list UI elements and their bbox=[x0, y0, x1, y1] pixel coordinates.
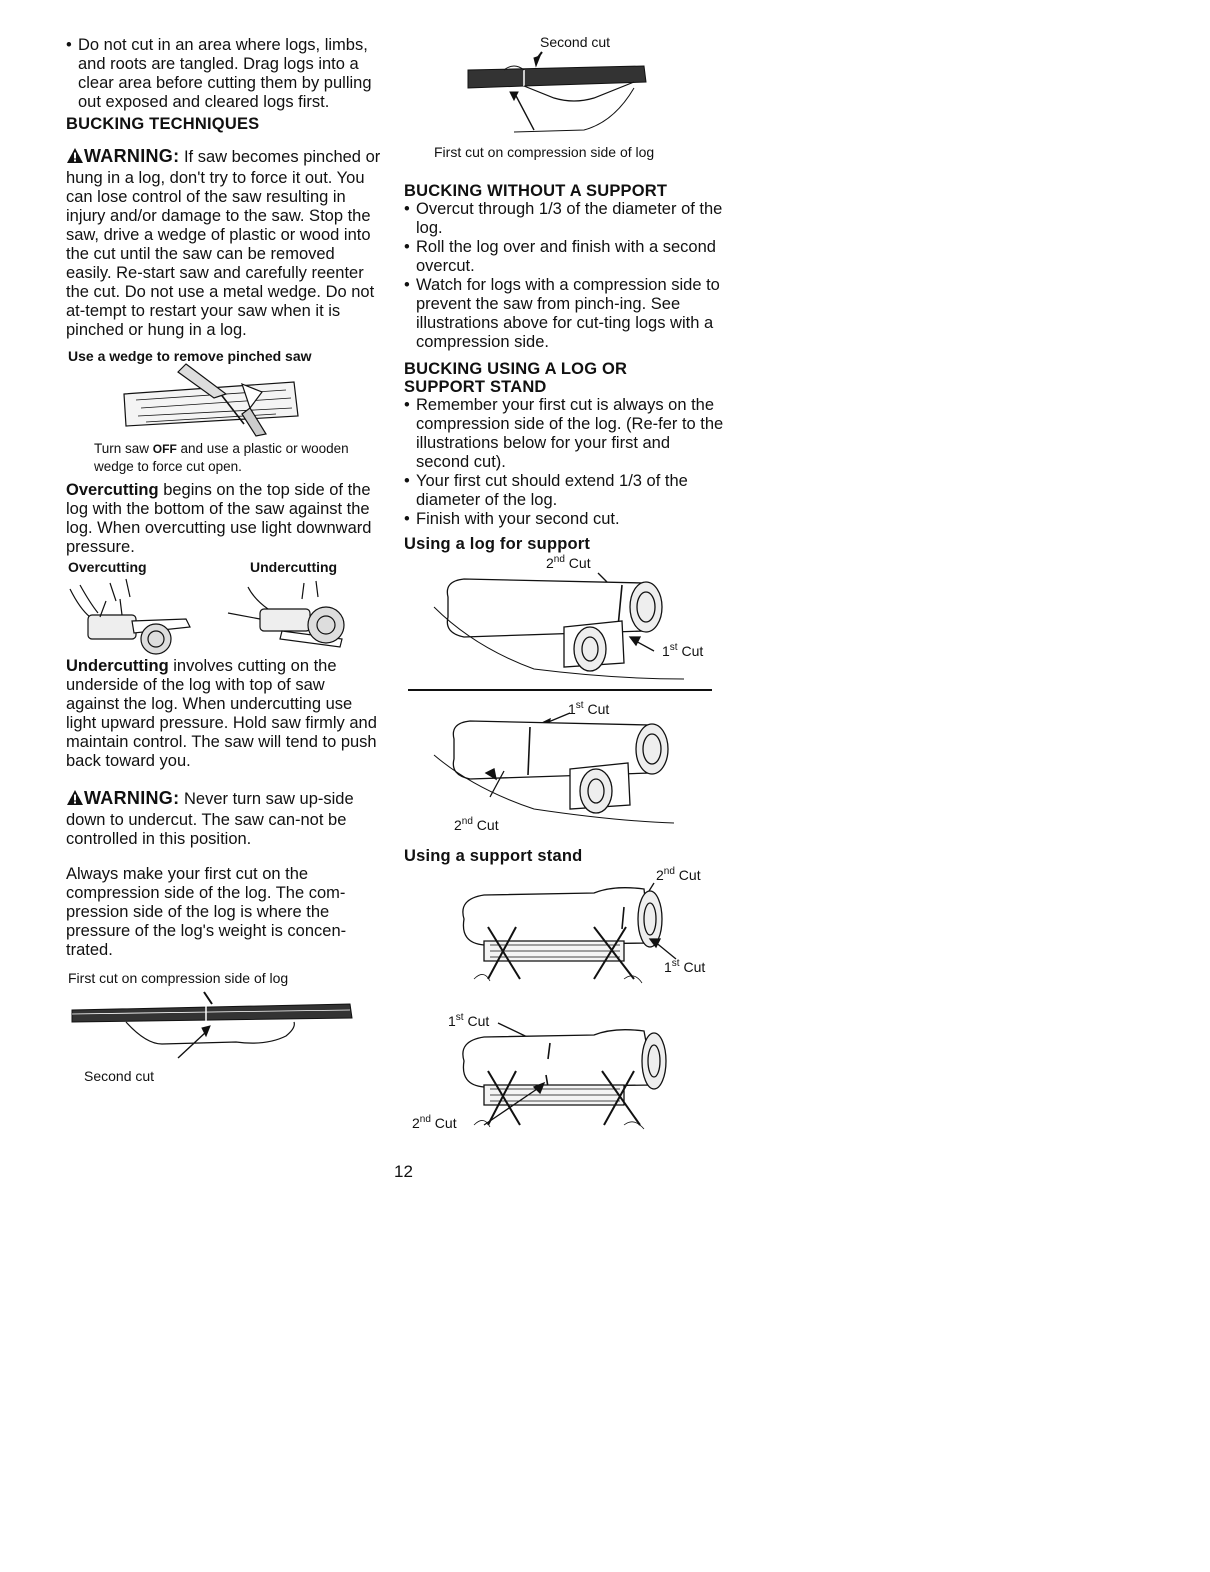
fig-first-cut-caption: First cut on compression side of log bbox=[434, 144, 655, 160]
cut-label-1st bbox=[664, 959, 705, 975]
cut-ord-sup: st bbox=[455, 1012, 464, 1023]
cut-label-2nd bbox=[412, 1115, 457, 1131]
heading-using-support-1: BUCKING USING A LOG OR bbox=[404, 360, 628, 378]
log-support-title: Using a log for support bbox=[404, 535, 591, 553]
compression-figure-left bbox=[66, 970, 382, 1094]
compression-figure-right bbox=[404, 34, 724, 176]
cut-ord: 1 bbox=[568, 701, 576, 717]
fig-second-cut-caption: Second cut bbox=[540, 34, 611, 50]
cut-ord-sup: nd bbox=[663, 866, 675, 877]
heading-using-support-2: SUPPORT STAND bbox=[404, 378, 547, 396]
compression-paragraph: Always make your first cut on the compression side of the log. The com-pression side of the log is where the pressure of the log's weight is concen-trated. bbox=[66, 865, 347, 959]
cutting-figure bbox=[66, 557, 382, 657]
right-column bbox=[404, 34, 724, 1165]
log-support-illustration-bottom bbox=[414, 709, 714, 829]
cut-ord: 2 bbox=[656, 867, 664, 883]
cut-word: Cut bbox=[472, 817, 499, 833]
log-support-figure bbox=[404, 553, 724, 843]
cut-word: Cut bbox=[679, 959, 706, 975]
divider-rule bbox=[408, 689, 712, 691]
undercutting-paragraph bbox=[66, 657, 382, 771]
log-support-illustration-top bbox=[414, 567, 714, 687]
list-item: • Finish with your second cut. bbox=[404, 510, 724, 529]
undercutting-text: involves cutting on the underside of the log with top of saw against the log. When undercutting use light upward pressure. Hold saw firmly and maintain control. The saw will tend to push back toward you. bbox=[66, 657, 377, 770]
list-item: • Overcut through 1/3 of the diameter of the log. bbox=[404, 200, 724, 238]
fig-first-cut-caption: First cut on compression side of log bbox=[68, 970, 289, 986]
undercutting-illustration bbox=[224, 579, 364, 659]
cut-ord-sup: st bbox=[575, 700, 584, 711]
warning-text: Never turn saw up-side down to undercut. The saw can-not be controlled in this position. bbox=[66, 790, 354, 848]
undercutting-term: Undercutting bbox=[66, 657, 169, 675]
cut-word: Cut bbox=[677, 643, 704, 659]
cut-label-1st bbox=[662, 643, 703, 659]
support-stand-illustration-bottom bbox=[444, 1021, 744, 1151]
cut-ord: 1 bbox=[664, 959, 672, 975]
cut-word: Cut bbox=[430, 1115, 457, 1131]
list-item: • Watch for logs with a compression side to prevent the saw from pinch-ing. See illustrations above for cut-ting logs with a compression side. bbox=[404, 276, 724, 352]
cut-ord-sup: nd bbox=[461, 816, 473, 827]
intro-bullet-text: Do not cut in an area where logs, limbs, and roots are tangled. Drag logs into a clear area before cutting them by pulling out exposed and cleared logs first. bbox=[78, 36, 372, 111]
compression-log-illustration bbox=[66, 988, 366, 1068]
overcutting-illustration bbox=[70, 579, 200, 659]
support-stand-illustration-top bbox=[444, 879, 744, 1009]
wedge-caption-b: and use a plastic or wooden wedge to force cut open. bbox=[94, 441, 349, 474]
warning-text: If saw becomes pinched or hung in a log, don't try to force it out. You can lose control of the saw resulting in injury and/or damage to the saw. Stop the saw, drive a wedge of plastic or wood into the cut until the saw can be removed easily. Re-start saw and carefully reenter the cut. Do not use a metal wedge. Do not at-tempt to restart your saw when it is pinched or hung in a log. bbox=[66, 148, 381, 339]
intro-bullet bbox=[66, 36, 378, 112]
overcutting-text: begins on the top side of the log with the bottom of the saw against the log. When overcutting use light downward pressure. bbox=[66, 481, 372, 556]
cut-word: Cut bbox=[674, 867, 701, 883]
overcutting-label: Overcutting bbox=[68, 559, 147, 575]
using-support-list bbox=[404, 396, 724, 529]
cut-ord: 2 bbox=[412, 1115, 420, 1131]
wedge-caption bbox=[94, 440, 364, 475]
cut-ord-sup: nd bbox=[419, 1114, 431, 1125]
wedge-figure-title: Use a wedge to remove pinched saw bbox=[68, 348, 312, 364]
support-stand-title: Using a support stand bbox=[404, 847, 583, 865]
wedge-figure bbox=[66, 348, 382, 480]
overcutting-paragraph bbox=[66, 481, 382, 557]
cut-word: Cut bbox=[583, 701, 610, 717]
without-support-list bbox=[404, 200, 724, 352]
warning-label: WARNING: bbox=[84, 146, 180, 166]
warning-label: WARNING: bbox=[84, 788, 180, 808]
list-item: • Your first cut should extend 1/3 of the diameter of the log. bbox=[404, 472, 724, 510]
cut-word: Cut bbox=[463, 1013, 490, 1029]
support-stand-figure bbox=[404, 865, 724, 1165]
heading-bucking-techniques: BUCKING TECHNIQUES bbox=[66, 115, 260, 133]
heading-without-support: BUCKING WITHOUT A SUPPORT bbox=[404, 182, 668, 200]
cut-ord: 1 bbox=[662, 643, 670, 659]
warning-block-2 bbox=[66, 789, 382, 849]
cut-ord-sup: nd bbox=[553, 554, 565, 565]
cut-ord: 1 bbox=[448, 1013, 456, 1029]
left-column bbox=[66, 36, 382, 1094]
list-item: • Roll the log over and finish with a second overcut. bbox=[404, 238, 724, 276]
warning-triangle-icon bbox=[66, 147, 84, 169]
warning-block-1 bbox=[66, 147, 382, 340]
wedge-caption-a: Turn saw bbox=[94, 441, 153, 456]
overcutting-term: Overcutting bbox=[66, 481, 159, 499]
cut-label-2nd bbox=[454, 817, 499, 833]
warning-triangle-icon bbox=[66, 789, 84, 811]
fig-second-cut-caption: Second cut bbox=[84, 1068, 155, 1084]
list-item: • Remember your first cut is always on the compression side of the log. (Re-fer to the illustrations below for your first and second cut). bbox=[404, 396, 724, 472]
cut-ord-sup: st bbox=[669, 642, 678, 653]
wedge-caption-off: OFF bbox=[152, 442, 177, 456]
cut-word: Cut bbox=[564, 555, 591, 571]
cut-ord-sup: st bbox=[671, 958, 680, 969]
second-cut-illustration bbox=[464, 48, 724, 148]
cut-ord: 2 bbox=[454, 817, 462, 833]
undercutting-label: Undercutting bbox=[250, 559, 338, 575]
page-number: 12 bbox=[394, 1162, 413, 1181]
cut-ord: 2 bbox=[546, 555, 554, 571]
